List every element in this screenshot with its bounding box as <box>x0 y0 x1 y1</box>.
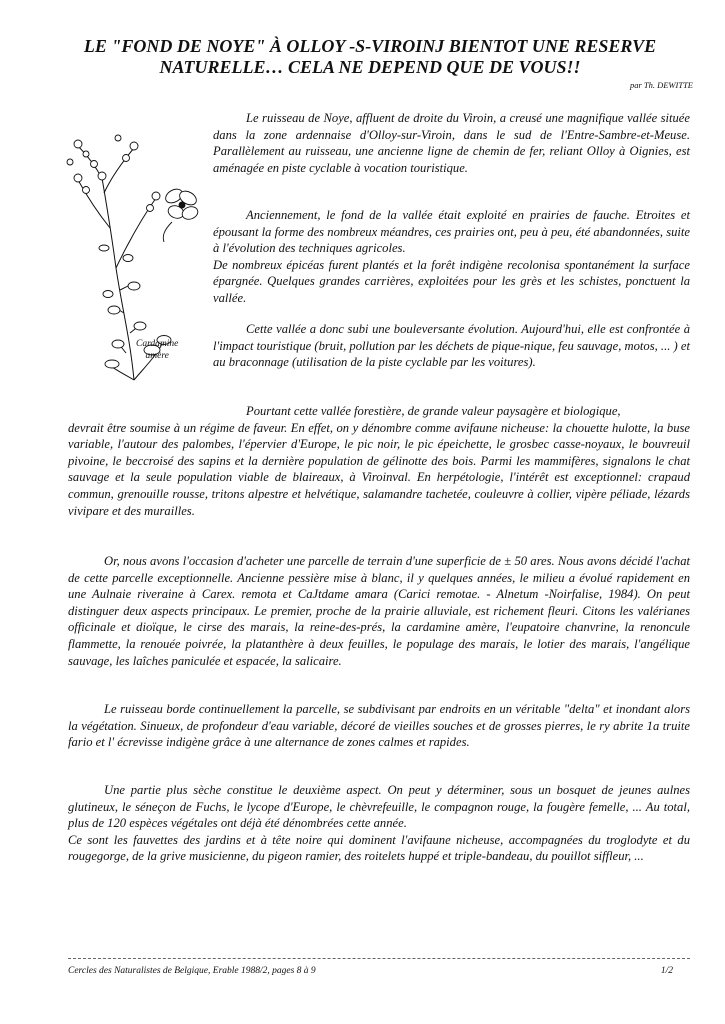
caption-line-2: amère <box>145 351 169 361</box>
page-number: 1/2 <box>660 966 673 976</box>
paragraph-7b: Ce sont les fauvettes des jardins et à tête noire qui dominent l'avifaune nicheuse, accompagnées du troglodyte et du rougegorge, de la grive musicienne, du pigeon ramier, des roitelets huppé et triple-bandeau, du pouillot siffleur, ... <box>68 832 690 864</box>
paragraph-5: Or, nous avons l'occasion d'acheter une parcelle de terrain d'une superficie de ± 50 ares. Nous avons décidé l'achat de cette parcelle exceptionnelle. Ancienne pessière mise à blanc, il y quelques années, le milieu a évolué rapidement en une Aulnaie riveraine à Carex. remota et CaJtdame amara (Carici remotae. - Alnetum -Noirfalise, 1984). On peut distinguer deux aspects principaux. Le premier, proche de la prairie alluviale, est richement fleuri. Citons les valérianes officinale et dioïque, le cirse des marais, la reine-des-prés, la cardamine amère, l'eupatoire chanvrine, la renoncule flammette, la renouée poivrée, la platanthère à deux feuilles, le populage des marais, le lotier des marais, l'angélique sauvage, les laîches paniculée et espacée, la salicaire. <box>68 554 690 668</box>
author-byline: par Th. DEWITTE <box>629 80 693 90</box>
paragraph-7a: Une partie plus sèche constitue le deuxième aspect. On peut y déterminer, sous un bosquet de jeunes aulnes glutineux, le séneçon de Fuchs, le lycope d'Europe, le chèvrefeuille, le compagnon rouge, la fougère femelle, ... Au total, plus de 120 espèces végétales ont déjà été dénombrées cette année. <box>68 783 690 831</box>
footer-divider <box>68 958 690 959</box>
paragraph-4a: Pourtant cette vallée forestière, de grande valeur paysagère et biologique, <box>246 404 621 418</box>
caption-line-1: Cardamine <box>136 339 179 349</box>
article-title: LE "FOND DE NOYE" À OLLOY -S-VIROINJ BIENTOT UNE RESERVE NATURELLE… CELA NE DEPEND QUE DE VOUS!! <box>83 36 657 77</box>
paragraph-4b: devrait être soumise à un régime de faveur. En effet, on y dénombre comme avifaune nicheuse: la chouette hulotte, la buse variable, l'autour des palombes, l'épervier d'Europe, le pic noir, le pic épeichette, le grosbec casse-noyaux, le bouvreuil pivoine, le beccroisé des sapins et la dernière population de gélinotte des bois. Parmi les mammifères, signalons le chat sauvage et la seule population viable de blaireaux, à Viroinval. En herpétologie, l'intérêt est exceptionnel: crapaud commun, grenouille rousse, tritons alpestre et helvétique, salamandre tachetée, couleuvre à collier, vipère péliade, lézards vivipare et des murailles. <box>68 420 690 518</box>
paragraph-7 <box>68 782 690 865</box>
cardamine-illustration <box>64 118 204 388</box>
paragraph-2a: Anciennement, le fond de la vallée était exploité en prairies de fauche. Etroites et épousant la forme des nombreux méandres, ces prairies ont, peu à peu, été abandonnées, suite à l'évolution des techniques agricoles. <box>213 208 690 256</box>
paragraph-1: Le ruisseau de Noye, affluent de droite du Viroin, a creusé une magnifique vallée située dans la zone ardennaise d'Olloy-sur-Viroin, dans le sud de l'Entre-Sambre-et-Meuse. Parallèlement au ruisseau, une ancienne ligne de chemin de fer, reliant Olloy à Oignies, est aménagée en piste cyclable à vocation touristique. <box>213 111 690 175</box>
paragraph-4 <box>68 403 690 519</box>
illustration-caption <box>136 338 178 362</box>
paragraph-6: Le ruisseau borde continuellement la parcelle, se subdivisant par endroits en un véritable "delta" et inondant alors la végétation. Sinueux, de profondeur d'eau variable, décoré de vieilles souches et de grosses pierres, le ry abrite 1a truite fario et l' écrevisse indigène grâce à une alternance de zones calmes et rapides. <box>68 702 690 750</box>
paragraph-2 <box>213 207 690 307</box>
paragraph-3: Cette vallée a donc subi une bouleversante évolution. Aujourd'hui, elle est confrontée à l'impact touristique (bruit, pollution par les déchets de pique-nique, feu sauvage, motos, ... ) et au braconnage (utilisation de la piste cyclable par les voitures). <box>213 322 690 370</box>
paragraph-2b: De nombreux épicéas furent plantés et la forêt indigène recolonisa spontanément la surface épargnée. Quelques grandes carrières, exploitées pour les grès et les schistes, ponctuent la vallée. <box>213 257 690 305</box>
footer-source: Cercles des Naturalistes de Belgique, Erable 1988/2, pages 8 à 9 <box>68 966 316 976</box>
